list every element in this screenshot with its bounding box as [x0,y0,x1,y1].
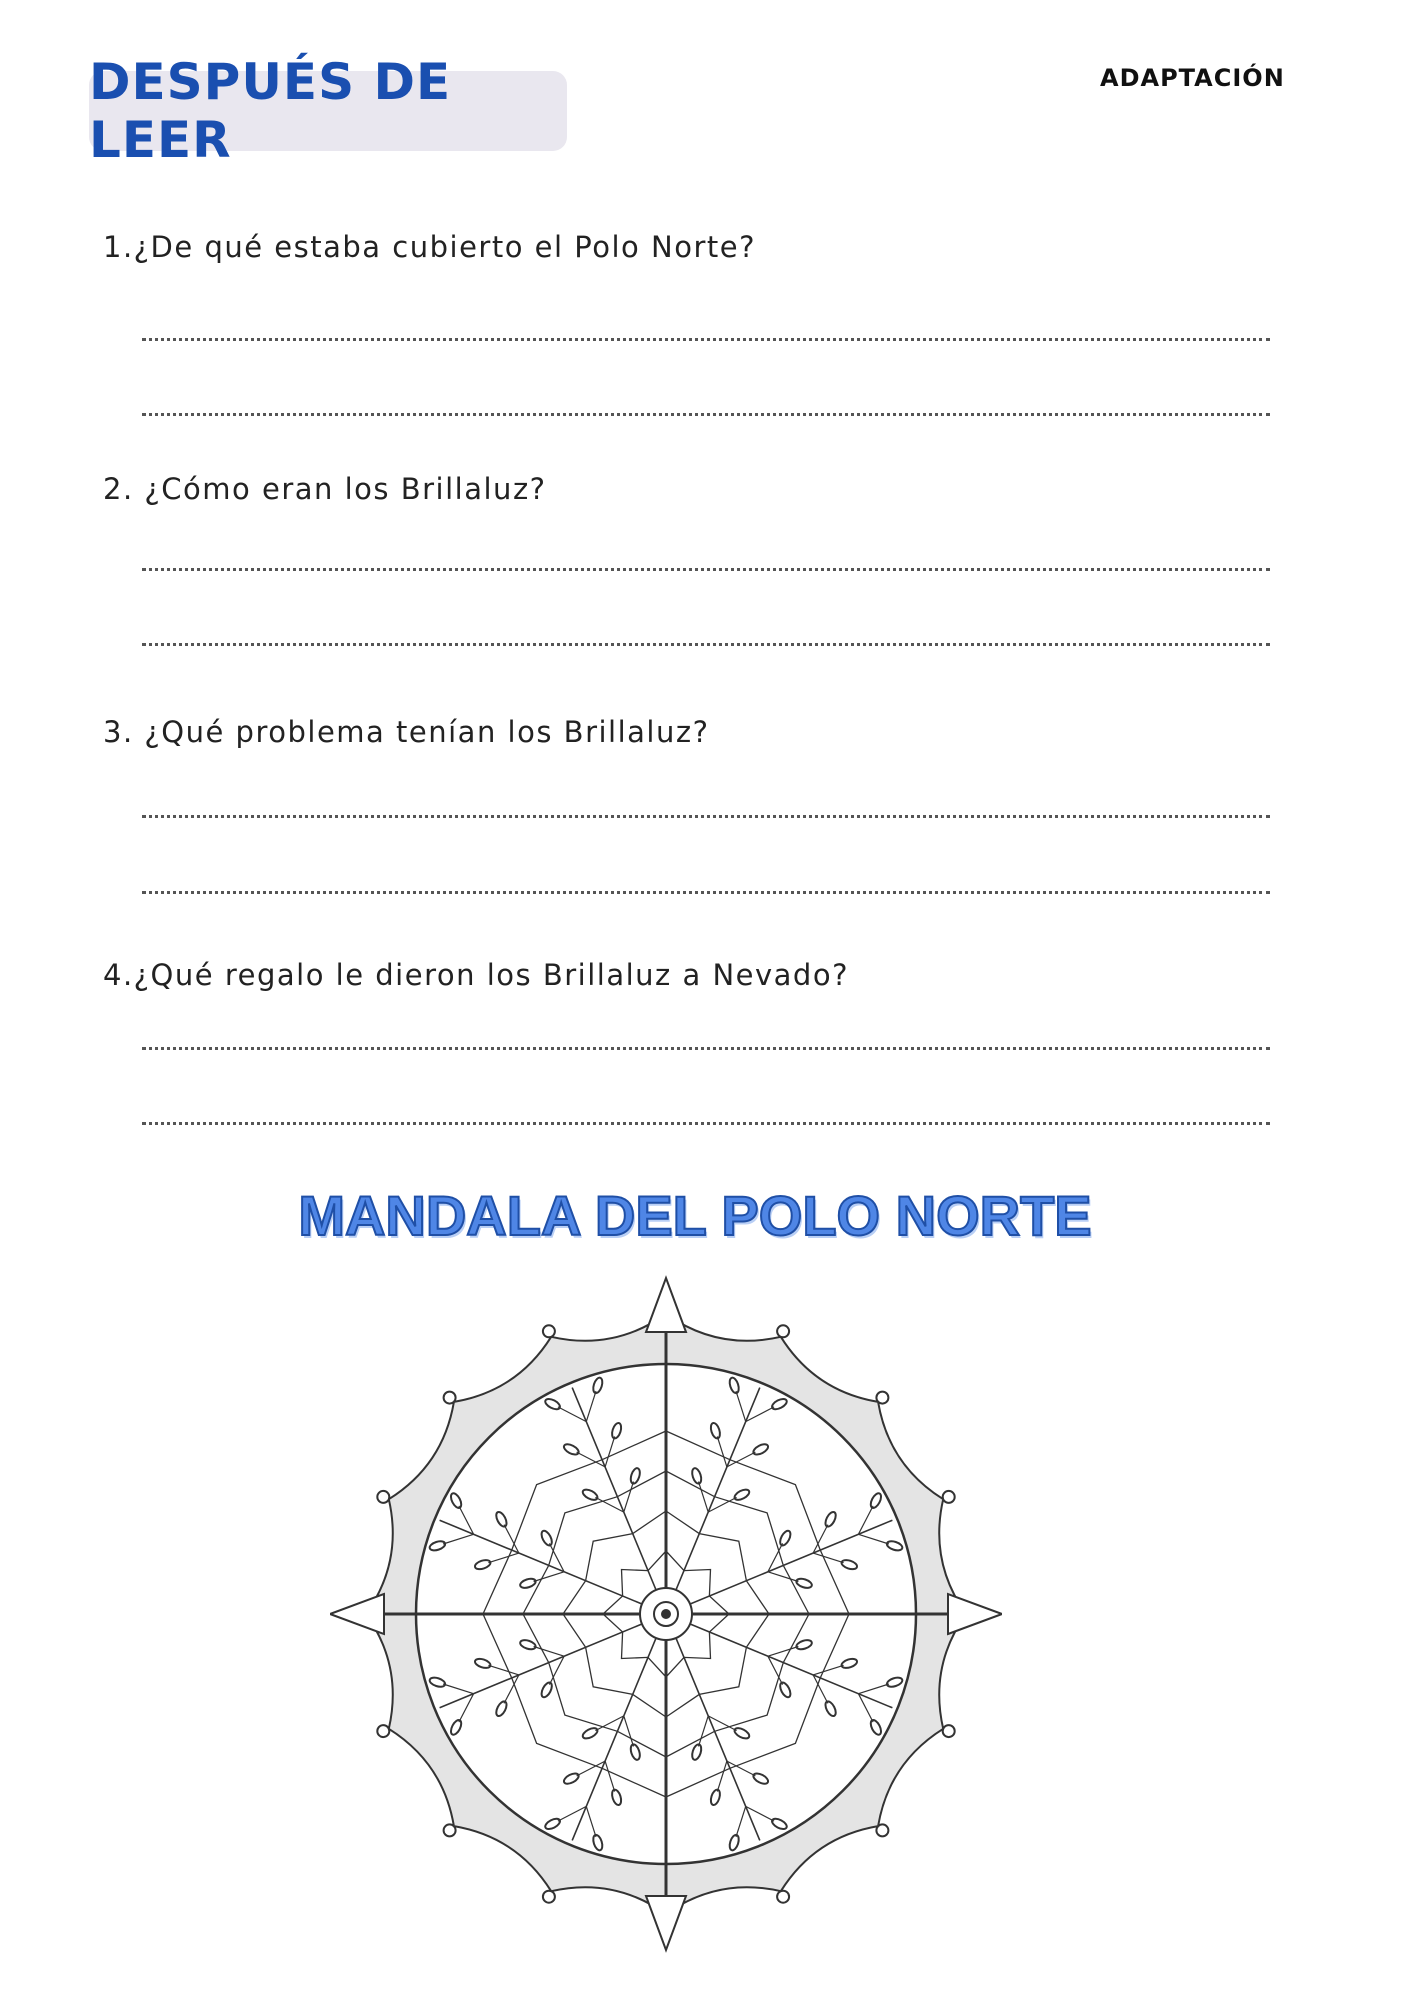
ring-knob [777,1891,789,1903]
question-2: 2. ¿Cómo eran los Brillaluz? [103,472,547,506]
ring-knob [943,1491,955,1503]
ring-knob [543,1325,555,1337]
answer-line-2b[interactable] [142,643,1270,646]
answer-line-1a[interactable] [142,338,1270,341]
ring-knob [444,1824,456,1836]
answer-line-4b[interactable] [142,1122,1270,1125]
ring-knob [444,1392,456,1404]
section-title-box [89,53,567,169]
adaptation-label: ADAPTACIÓN [1100,64,1285,92]
snowflake-mandala-icon [330,1268,1002,1960]
mandala-spear-tip [948,1594,1002,1634]
ring-knob [777,1325,789,1337]
answer-line-2a[interactable] [142,568,1270,571]
mandala-center-dot [662,1610,670,1618]
mandala-spear-tip [646,1896,686,1950]
ring-knob [876,1392,888,1404]
ring-knob [377,1725,389,1737]
question-4: 4.¿Qué regalo le dieron los Brillaluz a Nevado? [103,958,849,992]
mandala-spear-tip [646,1278,686,1332]
answer-line-4a[interactable] [142,1047,1270,1050]
ring-knob [943,1725,955,1737]
section-title: DESPUÉS DE LEER [89,53,452,169]
answer-line-3a[interactable] [142,815,1270,818]
answer-line-1b[interactable] [142,413,1270,416]
ring-knob [876,1824,888,1836]
ring-knob [543,1891,555,1903]
question-3: 3. ¿Qué problema tenían los Brillaluz? [103,715,710,749]
mandala-spear-tip [330,1594,384,1634]
answer-line-3b[interactable] [142,891,1270,894]
ring-knob [377,1491,389,1503]
question-1: 1.¿De qué estaba cubierto el Polo Norte? [103,230,756,264]
mandala-title: MANDALA DEL POLO NORTE [298,1184,1092,1247]
